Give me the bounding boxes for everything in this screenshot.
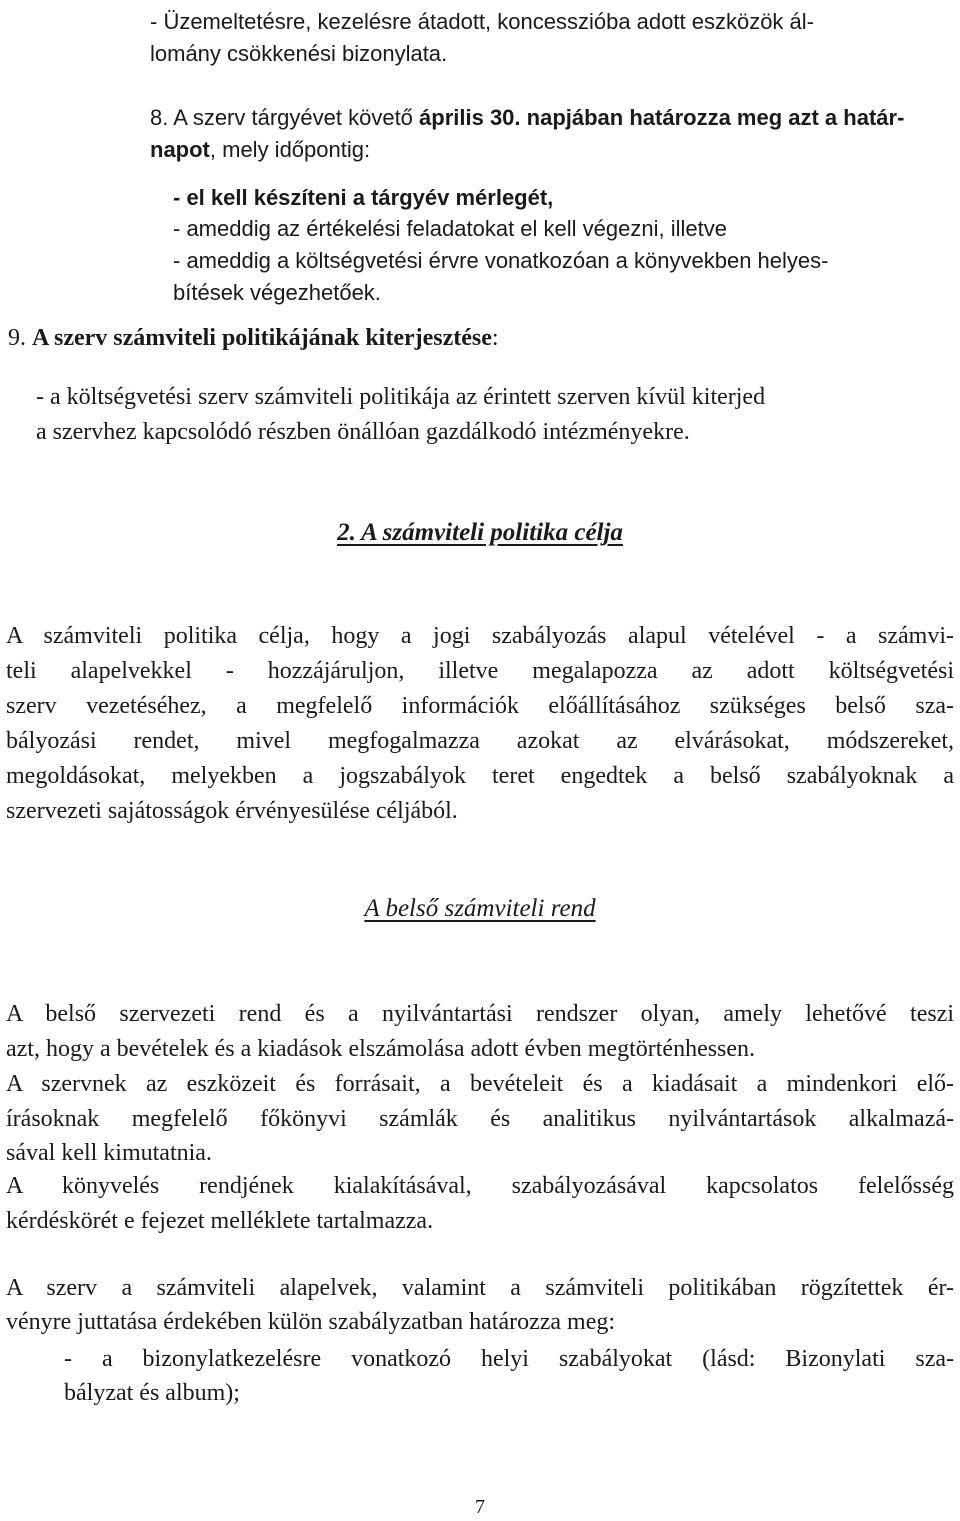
paragraph-line: A könyvelés rendjének kialakításával, szabályozásával kapcsolatos felelősség [6,1173,954,1199]
list-item: - a bizonylatkezelésre vonatkozó helyi szabályokat (lásd: Bizonylati sza- [64,1346,954,1372]
list-item-continuation: lomány csökkenési bizonylata. [150,41,448,66]
item-8-line-1 [150,102,904,134]
item-8-bullet-3-continuation: bítések végezhetőek. [173,280,381,305]
section-2-heading: 2. A számviteli politika célja [337,519,623,546]
paragraph-line: A számviteli politika célja, hogy a jogi szabályozás alapul vételével - a számvi- [6,623,954,649]
item-8-bullet-1 [173,182,553,214]
paragraph-line: megoldásokat, melyekben a jogszabályok teret engedtek a belső szabályoknak a [6,763,954,789]
item-8-bold-date: április 30. napjában határozza meg azt a határ- [419,105,905,130]
item-9-title: A szerv számviteli politikájának kiterjesztése [32,325,492,351]
list-item: - Üzemeltetésre, kezelésre átadott, koncesszióba adott eszközök ál- [150,9,814,34]
paragraph-line: A szerv a számviteli alapelvek, valamint a számviteli politikában rögzítettek ér- [6,1275,954,1301]
paragraph-line: írásoknak megfelelő főkönyvi számlák és analitikus nyilvántartások alkalmazá- [6,1106,954,1132]
item-9-title-line [8,322,499,354]
item-9-line-3: a szervhez kapcsolódó részben önállóan gazdálkodó intézményekre. [36,419,690,445]
list-item-continuation: bályzat és album); [64,1380,240,1406]
paragraph-line: vényre juttatása érdekében külön szabályzatban határozza meg: [6,1309,616,1335]
section-belso-heading: A belső számviteli rend [364,895,596,922]
item-8-bullet-1-text: - el kell készíteni a tárgyév mérlegét, [173,185,554,210]
item-9-colon: : [491,325,499,351]
paragraph-line: azt, hogy a bevételek és a kiadások elszámolása adott évben megtörténhessen. [6,1036,756,1062]
paragraph-line: bályozási rendet, mivel megfogalmazza azokat az elvárásokat, módszereket, [6,728,954,754]
item-9-line-2: - a költségvetési szerv számviteli politikája az érintett szerven kívül kiterjed [36,384,766,410]
page-number: 7 [475,1496,485,1518]
paragraph-line: szervezeti sajátosságok érvényesülése céljából. [6,798,458,824]
paragraph-line: sával kell kimutatnia. [6,1140,212,1166]
paragraph-line: kérdéskörét e fejezet melléklete tartalmazza. [6,1208,434,1234]
item-8-bullet-2: - ameddig az értékelési feladatokat el kell végezni, illetve [173,216,727,241]
item-8-bold-hatarnapot: napot [150,137,210,162]
paragraph-line: A szervnek az eszközeit és forrásait, a bevételeit és a kiadásait a mindenkori elő- [6,1071,954,1097]
paragraph-line: A belső szervezeti rend és a nyilvántartási rendszer olyan, amely lehetővé teszi [6,1001,954,1027]
item-8-bullet-3: - ameddig a költségvetési érvre vonatkozóan a könyvekben helyes- [173,248,829,273]
paragraph-line: szerv vezetéséhez, a megfelelő információk előállításához szükséges belső sza- [6,693,954,719]
item-8-line-2 [150,134,370,166]
item-9-number: 9. [8,325,32,351]
paragraph-line: teli alapelvekkel - hozzájáruljon, illetve megalapozza az adott költségvetési [6,658,954,684]
item-8-prefix: 8. A szerv tárgyévet követő [150,105,420,130]
item-8-suffix: , mely időpontig: [209,137,371,162]
